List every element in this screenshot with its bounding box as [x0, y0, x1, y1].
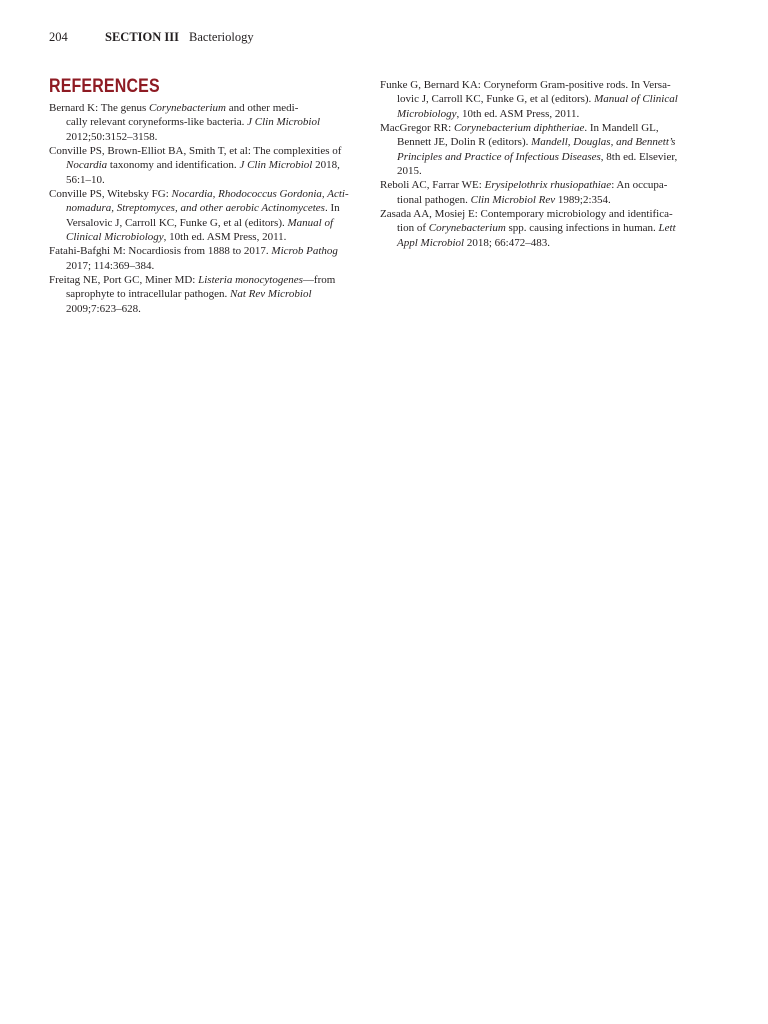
reference-italic-text: Manual of — [287, 216, 334, 229]
reference-italic-text: nomadura, Streptomyces, and other aerobic Actinomycetes — [66, 202, 325, 215]
reference-text: , 8th ed. Elsevier, — [600, 150, 678, 163]
reference-entry — [49, 244, 349, 273]
reference-italic-text: Lett — [658, 222, 676, 235]
page-number: 204 — [49, 30, 68, 44]
reference-text: 1989;2:354. — [555, 193, 611, 206]
reference-text: 2015. — [397, 164, 422, 177]
reference-italic-text: Listeria monocytogenes — [198, 274, 303, 287]
references-heading: REFERENCES — [49, 76, 160, 97]
reference-entry — [380, 121, 678, 178]
reference-italic-text: Mandell, Douglas, and Bennett’s — [531, 136, 676, 149]
reference-line — [49, 173, 349, 187]
reference-text: taxonomy and identification. — [107, 159, 240, 172]
reference-entry — [49, 101, 349, 144]
reference-text: Reboli AC, Farrar WE: — [380, 179, 485, 192]
reference-line — [380, 236, 678, 250]
reference-text: 2012;50:3152–3158. — [66, 130, 158, 143]
reference-text: Conville PS, Witebsky FG: — [49, 187, 172, 200]
reference-text: lovic J, Carroll KC, Funke G, et al (editors). — [397, 93, 595, 106]
section-label: SECTION III — [105, 30, 179, 44]
reference-entry — [49, 273, 349, 316]
reference-entry — [380, 178, 678, 207]
reference-text: 2018; 66:472–483. — [464, 236, 550, 249]
reference-text: , 10th ed. ASM Press, 2011. — [456, 107, 580, 120]
reference-line — [380, 78, 678, 92]
reference-line — [49, 244, 349, 258]
reference-entry — [49, 187, 349, 244]
reference-italic-text: Appl Microbiol — [397, 236, 465, 249]
reference-line — [380, 164, 678, 178]
reference-line — [49, 115, 349, 129]
reference-line — [380, 121, 678, 135]
reference-italic-text: J Clin Microbiol — [247, 116, 321, 129]
reference-italic-text: Corynebacterium — [149, 101, 226, 114]
reference-text: spp. causing infections in human. — [505, 222, 659, 235]
reference-text: and other medi- — [225, 101, 299, 114]
reference-text: MacGregor RR: — [380, 121, 454, 134]
reference-text: Zasada AA, Mosiej E: Contemporary microbiology and identifica- — [380, 208, 673, 221]
reference-text: 2017; 114:369–384. — [66, 259, 155, 272]
references-left-column — [49, 101, 349, 316]
reference-italic-text: Corynebacterium diphtheriae — [453, 121, 585, 134]
reference-line — [380, 107, 678, 121]
reference-text: Conville PS, Brown-Elliot BA, Smith T, et al: The complexities of — [49, 144, 342, 157]
reference-line — [380, 178, 678, 192]
reference-text: . In — [324, 202, 340, 215]
reference-line — [49, 287, 349, 301]
reference-text: : An occupa- — [611, 179, 668, 192]
reference-italic-text: Corynebacterium — [428, 222, 506, 235]
reference-text: tional pathogen. — [397, 193, 471, 206]
reference-italic-text: Nocardia, Rhodococcus Gordonia, Acti- — [171, 187, 349, 200]
reference-text: Freitag NE, Port GC, Miner MD: — [49, 274, 199, 287]
reference-line — [49, 201, 349, 215]
reference-line — [49, 158, 349, 172]
reference-line — [49, 130, 349, 144]
reference-line — [380, 135, 678, 149]
reference-text: —from — [302, 274, 336, 287]
reference-line — [49, 259, 349, 273]
reference-italic-text: Manual of Clinical — [594, 93, 678, 106]
reference-text: saprophyte to intracellular pathogen. — [66, 288, 231, 301]
reference-text: 56:1–10. — [66, 173, 105, 186]
reference-text: Versalovic J, Carroll KC, Funke G, et al (editors). — [66, 216, 288, 229]
reference-text: , 10th ed. ASM Press, 2011. — [163, 231, 287, 244]
reference-line — [380, 193, 678, 207]
reference-text: . In Mandell GL, — [584, 121, 659, 134]
reference-line — [380, 221, 678, 235]
reference-italic-text: Microb Pathog — [271, 245, 338, 258]
reference-line — [49, 144, 349, 158]
reference-text: 2018, — [312, 159, 340, 172]
reference-line — [380, 150, 678, 164]
reference-italic-text: Erysipelothrix rhusiopathiae — [484, 179, 612, 192]
reference-line — [380, 92, 678, 106]
reference-italic-text: Microbiology — [397, 107, 457, 120]
reference-entry — [49, 144, 349, 187]
reference-italic-text: Clinical Microbiology — [66, 231, 164, 244]
reference-italic-text: Clin Microbiol Rev — [470, 193, 556, 206]
reference-italic-text: Principles and Practice of Infectious Diseases — [397, 150, 601, 163]
reference-italic-text: Nocardia — [66, 159, 108, 172]
reference-entry — [380, 207, 678, 250]
reference-line — [49, 101, 349, 115]
reference-line — [49, 302, 349, 316]
reference-line — [49, 216, 349, 230]
reference-line — [49, 273, 349, 287]
reference-text: Bennett JE, Dolin R (editors). — [397, 136, 532, 149]
reference-italic-text: Nat Rev Microbiol — [230, 288, 312, 301]
reference-text: tion of — [397, 222, 429, 235]
reference-line — [380, 207, 678, 221]
reference-line — [49, 187, 349, 201]
reference-entry — [380, 78, 678, 121]
reference-text: Funke G, Bernard KA: Coryneform Gram-positive rods. In Versa- — [380, 78, 671, 91]
reference-line — [49, 230, 349, 244]
reference-text: Bernard K: The genus — [49, 101, 149, 114]
reference-text: cally relevant coryneforms-like bacteria. — [66, 116, 248, 129]
reference-text: 2009;7:623–628. — [66, 302, 141, 315]
reference-text: Fatahi-Bafghi M: Nocardiosis from 1888 to 2017. — [49, 245, 272, 258]
section-title: Bacteriology — [189, 30, 254, 44]
references-right-column — [380, 78, 678, 250]
reference-italic-text: J Clin Microbiol — [239, 159, 313, 172]
